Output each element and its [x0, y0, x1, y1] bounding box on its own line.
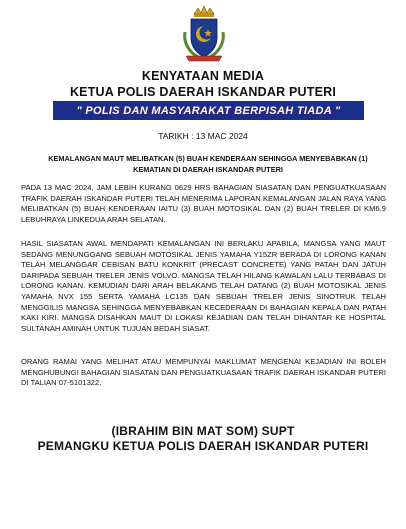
motto-banner [53, 101, 364, 120]
motto-text: " POLIS DAN MASYARAKAT BERPISAH TIADA " [76, 104, 341, 117]
issuer-title: KETUA POLIS DAERAH ISKANDAR PUTERI [69, 85, 337, 99]
paragraph-2: HASIL SIASATAN AWAL MENDAPATI KEMALANGAN INI BERLAKU APABILA, MANGSA YANG MAUT SEDANG MENUNGGANG SEBUAH MOTOSIKAL JENIS YAMAHA Y15ZR BERADA DI LORONG KANAN TELAH MELANGGAR CEBISAN BATU KONKRIT (PRECAST CONCRETE) YANG PATAH DAN JATUH DARIPADA SEBUAH TRELER JENIS VOLVO. MANGSA TELAH HILANG KAWALAN LALU TERBABAS DI LORONG KANAN. KEMUDIAN DARI ARAH BELAKANG TELAH DATANG (2) BUAH MOTOSIKAL JENIS YAMAHA NVX 155 SERTA YAMAHA LC135 DAN SEBUAH TRELER JENIS SINOTRUK TELAH MENGGILIS MANGSA SEHINGGA MENYEBABKAN KECEDERAAN DI BAHAGIAN KEPALA DAN PATAH KAKI KIRI. MANGSA DISAHKAN MAUT DI LOKASI KEJADIAN DAN TELAH DIHANTAR KE HOSPITAL SULTANAH AMINAH UNTUK TUJUAN BEDAH SIASAT. [21, 239, 386, 333]
paragraph-1: PADA 13 MAC 2024, JAM LEBIH KURANG 0629 HRS BAHAGIAN SIASATAN DAN PENGUATKUASAAN TRAFIK DAERAH ISKANDAR PUTERI TELAH MENERIMA LAPORAN KEMALANGAN JALAN RAYA YANG MELIBATKAN (5) BUAH KENDERAAN IAITU (3) BUAH MOTOSIKAL DAN (2) BUAH TRELER DI KM6.9 LEBUHRAYA LINKEDUA ARAH SELATAN. [21, 183, 386, 224]
signatory-name: (IBRAHIM BIN MAT SOM) SUPT [111, 424, 295, 438]
signatory-position: PEMANGKU KETUA POLIS DAERAH ISKANDAR PUTERI [37, 439, 369, 453]
pdrm-crest-icon [177, 4, 231, 64]
statement-headline: KEMALANGAN MAUT MELIBATKAN (5) BUAH KENDERAAN SEHINGGA MENYEBABKAN (1) KEMATIAN DI DAERAH ISKANDAR PUTERI [48, 154, 368, 174]
statement-title: KENYATAAN MEDIA [141, 69, 265, 83]
statement-date: TARIKH : 13 MAC 2024 [158, 131, 248, 141]
paragraph-3: ORANG RAMAI YANG MELIHAT ATAU MEMPUNYAI MAKLUMAT MENGENAI KEJADIAN INI BOLEH MENGHUBUNGI BAHAGIAN SIASATAN DAN PENGUATKUASAAN TRAFIK DAERAH ISKANDAR PUTERI DI TALIAN 07-5101322. [21, 357, 386, 388]
